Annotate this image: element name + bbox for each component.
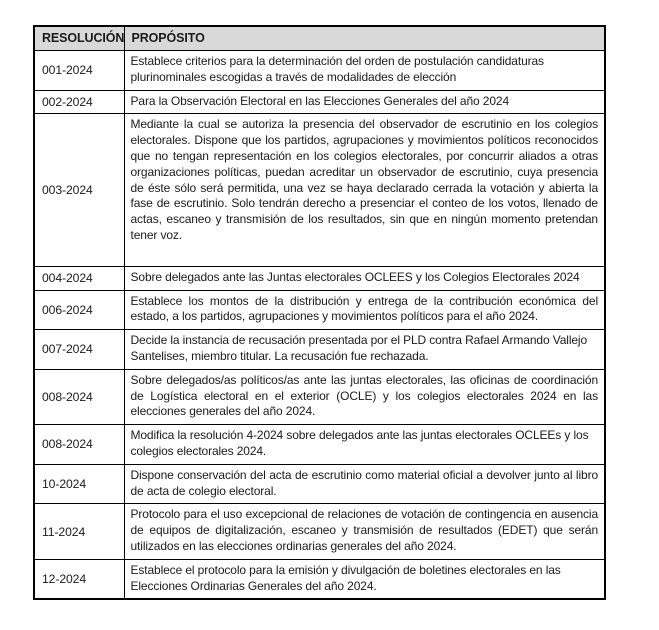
purpose-cell: Mediante la cual se autoriza la presencia del observador de escrutinio en los colegios electorales. Dispone que los partidos, agrupaciones y movimientos políticos reconocidos que no tengan representación en los colegios electorales, por concurrir aliados a otras organizaciones políticas, puedan acreditar un observador de escrutinio, cuya presencia de éste sólo será permitida, una vez se haya declarado cerrada la votación y abierta la fase de escrutinio. Solo tendrán derecho a presenciar el conteo de los votos, llenado de actas, escaneo y transmisión de los resultados, sin que en ningún momento pretendan tener voz. (124, 114, 605, 266)
table-row (34, 330, 605, 370)
resolution-cell: 008-2024 (34, 425, 124, 465)
resolution-cell: 008-2024 (34, 369, 124, 424)
table-row (34, 425, 605, 465)
resolution-cell: 11-2024 (34, 504, 124, 559)
purpose-cell: Modifica la resolución 4-2024 sobre delegados ante las juntas electorales OCLEEs y los colegios electorales 2024. (124, 425, 605, 465)
purpose-cell: Dispone conservación del acta de escrutinio como material oficial a devolver junto al libro de acta de colegio electoral. (124, 464, 605, 504)
purpose-cell: Sobre delegados/as políticos/as ante las juntas electorales, las oficinas de coordinación de Logística electoral en el exterior (OCLE) y los colegios electorales 2024 en las elecciones generales del año 2024. (124, 369, 605, 424)
resolution-cell: 001-2024 (34, 51, 124, 91)
resolution-cell: 006-2024 (34, 290, 124, 330)
column-header-resolucion: RESOLUCIÓN (34, 26, 124, 51)
table-row (34, 90, 605, 114)
purpose-cell: Protocolo para el uso excepcional de relaciones de votación de contingencia en ausencia de equipos de digitalización, escaneo y transmisión de resultados (EDET) que serán utilizados en las elecciones ordinarias generales del año 2024. (124, 504, 605, 559)
resolution-cell: 10-2024 (34, 464, 124, 504)
table-row (34, 369, 605, 424)
table-row (34, 504, 605, 559)
table-row (34, 559, 605, 599)
table-row (34, 266, 605, 290)
resolution-cell: 003-2024 (34, 114, 124, 266)
column-header-proposito: PROPÓSITO (124, 26, 605, 51)
purpose-cell: Establece el protocolo para la emisión y divulgación de boletines electorales en las Elecciones Ordinarias Generales del año 2024. (124, 559, 605, 599)
table-body (34, 51, 605, 600)
purpose-cell: Establece criterios para la determinación del orden de postulación candidaturas plurinominales escogidas a través de modalidades de elección (124, 51, 605, 91)
table-row (34, 51, 605, 91)
table-row (34, 290, 605, 330)
table-header-row (34, 26, 605, 51)
resolution-cell: 004-2024 (34, 266, 124, 290)
table-row (34, 114, 605, 266)
purpose-cell: Establece los montos de la distribución y entrega de la contribución económica del estado, a los partidos, agrupaciones y movimientos políticos para el año 2024. (124, 290, 605, 330)
purpose-cell: Para la Observación Electoral en las Elecciones Generales del año 2024 (124, 90, 605, 114)
purpose-cell: Decide la instancia de recusación presentada por el PLD contra Rafael Armando Vallejo Santelises, miembro titular. La recusación fue rechazada. (124, 330, 605, 370)
resolutions-table (33, 25, 606, 600)
resolution-cell: 002-2024 (34, 90, 124, 114)
table-row (34, 464, 605, 504)
resolution-cell: 12-2024 (34, 559, 124, 599)
purpose-cell: Sobre delegados ante las Juntas electorales OCLEES y los Colegios Electorales 2024 (124, 266, 605, 290)
resolution-cell: 007-2024 (34, 330, 124, 370)
